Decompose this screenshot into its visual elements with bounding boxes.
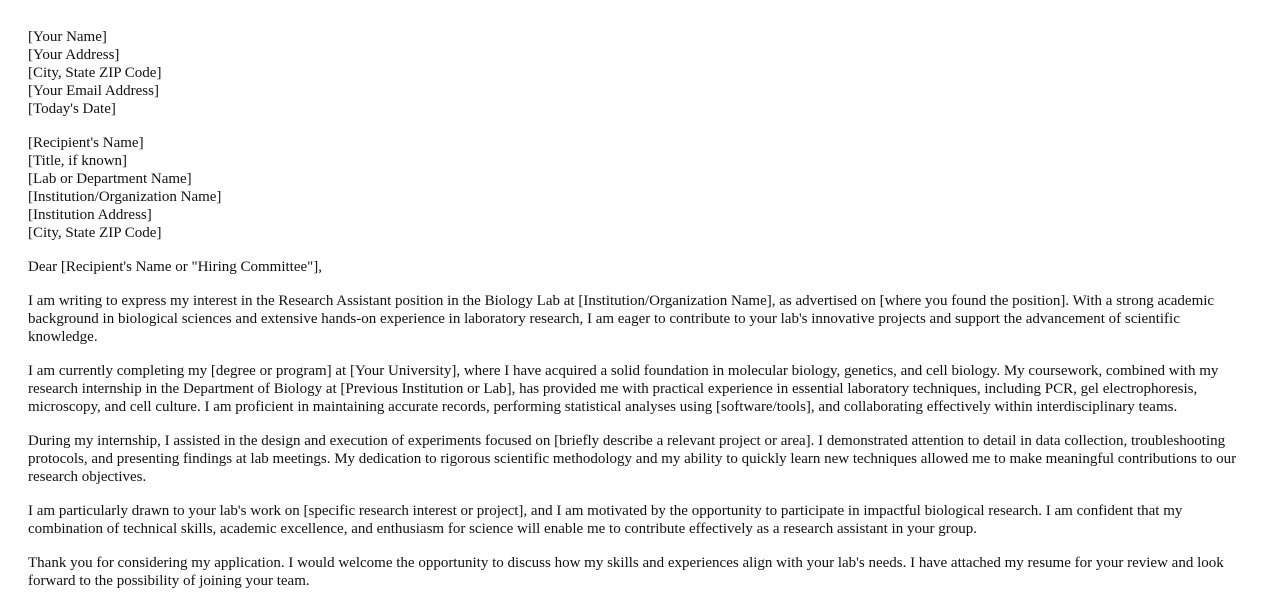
sender-block bbox=[28, 28, 1250, 118]
letter-date: [Today's Date] bbox=[28, 101, 116, 117]
body-paragraph-education: I am currently completing my [degree or program] at [Your University], where I have acquired a solid foundation in molecular biology, genetics, and cell biology. My coursework, combined with my research internship in the Department of Biology at [Previous Institution or Lab], has provided me with practical experience in essential laboratory techniques, including PCR, gel electrophoresis, microscopy, and cell culture. I am proficient in maintaining accurate records, performing statistical analyses using [software/tools], and collaborating effectively within interdisciplinary teams. bbox=[28, 363, 1219, 415]
body-paragraph-intro: I am writing to express my interest in the Research Assistant position in the Biology Lab at [Institution/Organization Name], as advertised on [where you found the position]. With a strong academic background in biological sciences and extensive hands-on experience in laboratory research, I am eager to contribute to your lab's innovative projects and support the advancement of scientific knowledge. bbox=[28, 293, 1215, 345]
body-paragraph-internship: During my internship, I assisted in the design and execution of experiments focused on [briefly describe a relevant project or area]. I demonstrated attention to detail in data collection, troubleshooting protocols, and presenting findings at lab meetings. My dedication to rigorous scientific methodology and my ability to quickly learn new techniques allowed me to make meaningful contributions to our research objectives. bbox=[28, 433, 1237, 485]
sender-city: [City, State ZIP Code] bbox=[28, 65, 162, 81]
recipient-title: [Title, if known] bbox=[28, 153, 128, 169]
sender-email: [Your Email Address] bbox=[28, 83, 159, 99]
cover-letter bbox=[28, 28, 1250, 606]
body-paragraph-closing: Thank you for considering my application. I would welcome the opportunity to discuss how my skills and experiences align with your lab's needs. I have attached my resume for your review and look forward to the possibility of joining your team. bbox=[28, 555, 1224, 589]
recipient-department: [Lab or Department Name] bbox=[28, 171, 192, 187]
salutation: Dear [Recipient's Name or "Hiring Committee"], bbox=[28, 259, 323, 275]
sender-address: [Your Address] bbox=[28, 47, 120, 63]
recipient-block bbox=[28, 134, 1250, 242]
recipient-address: [Institution Address] bbox=[28, 207, 152, 223]
recipient-city: [City, State ZIP Code] bbox=[28, 225, 162, 241]
recipient-name: [Recipient's Name] bbox=[28, 135, 144, 151]
recipient-institution: [Institution/Organization Name] bbox=[28, 189, 222, 205]
sender-name: [Your Name] bbox=[28, 29, 107, 45]
body-paragraph-motivation: I am particularly drawn to your lab's work on [specific research interest or project], and I am motivated by the opportunity to participate in impactful biological research. I am confident that my combination of technical skills, academic excellence, and enthusiasm for science will enable me to contribute effectively as a research assistant in your group. bbox=[28, 503, 1183, 537]
